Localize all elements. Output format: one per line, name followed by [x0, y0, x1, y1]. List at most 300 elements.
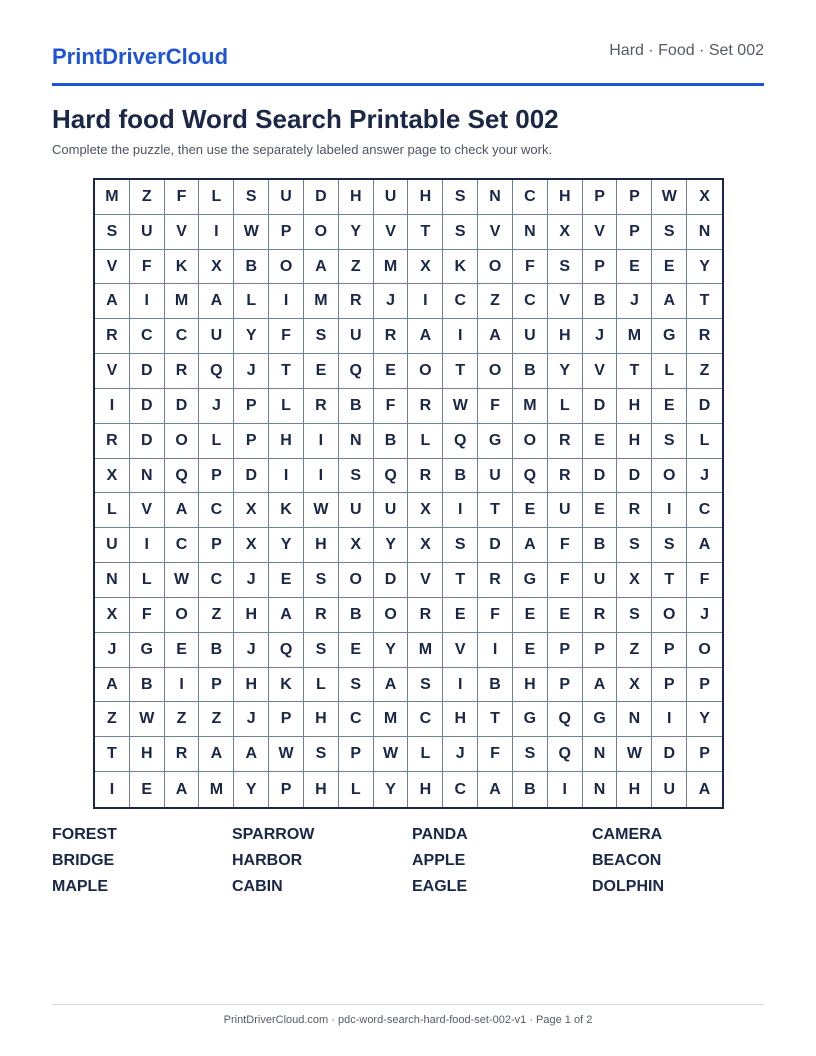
- grid-cell[interactable]: H: [443, 702, 478, 737]
- grid-cell[interactable]: J: [443, 737, 478, 772]
- grid-cell[interactable]: K: [269, 668, 304, 703]
- grid-cell[interactable]: S: [304, 563, 339, 598]
- grid-cell[interactable]: F: [548, 563, 583, 598]
- grid-cell[interactable]: I: [548, 772, 583, 807]
- grid-cell[interactable]: E: [165, 633, 200, 668]
- grid-cell[interactable]: V: [374, 215, 409, 250]
- grid-cell[interactable]: C: [513, 180, 548, 215]
- grid-cell[interactable]: R: [339, 284, 374, 319]
- grid-cell[interactable]: S: [513, 737, 548, 772]
- grid-cell[interactable]: W: [617, 737, 652, 772]
- grid-cell[interactable]: C: [165, 528, 200, 563]
- grid-cell[interactable]: A: [478, 319, 513, 354]
- grid-cell[interactable]: R: [165, 354, 200, 389]
- grid-cell[interactable]: N: [513, 215, 548, 250]
- grid-cell[interactable]: S: [304, 737, 339, 772]
- grid-cell[interactable]: R: [408, 389, 443, 424]
- grid-cell[interactable]: O: [652, 459, 687, 494]
- grid-cell[interactable]: U: [374, 493, 409, 528]
- grid-cell[interactable]: H: [304, 528, 339, 563]
- grid-cell[interactable]: L: [234, 284, 269, 319]
- grid-cell[interactable]: H: [513, 668, 548, 703]
- grid-cell[interactable]: L: [304, 668, 339, 703]
- grid-cell[interactable]: D: [617, 459, 652, 494]
- grid-cell[interactable]: Z: [617, 633, 652, 668]
- grid-cell[interactable]: V: [165, 215, 200, 250]
- grid-cell[interactable]: R: [687, 319, 722, 354]
- grid-cell[interactable]: N: [583, 737, 618, 772]
- grid-cell[interactable]: N: [95, 563, 130, 598]
- grid-cell[interactable]: R: [583, 598, 618, 633]
- grid-cell[interactable]: I: [652, 493, 687, 528]
- grid-cell[interactable]: T: [617, 354, 652, 389]
- grid-cell[interactable]: G: [513, 563, 548, 598]
- grid-cell[interactable]: T: [652, 563, 687, 598]
- grid-cell[interactable]: L: [408, 737, 443, 772]
- grid-cell[interactable]: I: [408, 284, 443, 319]
- grid-cell[interactable]: E: [583, 493, 618, 528]
- grid-cell[interactable]: Y: [234, 772, 269, 807]
- grid-cell[interactable]: D: [130, 424, 165, 459]
- grid-cell[interactable]: L: [339, 772, 374, 807]
- grid-cell[interactable]: K: [269, 493, 304, 528]
- grid-cell[interactable]: X: [408, 493, 443, 528]
- grid-cell[interactable]: L: [199, 180, 234, 215]
- grid-cell[interactable]: A: [304, 250, 339, 285]
- grid-cell[interactable]: V: [478, 215, 513, 250]
- grid-cell[interactable]: I: [443, 668, 478, 703]
- grid-cell[interactable]: D: [234, 459, 269, 494]
- grid-cell[interactable]: A: [652, 284, 687, 319]
- grid-cell[interactable]: B: [513, 772, 548, 807]
- grid-cell[interactable]: V: [95, 250, 130, 285]
- grid-cell[interactable]: T: [478, 493, 513, 528]
- grid-cell[interactable]: F: [478, 737, 513, 772]
- grid-cell[interactable]: W: [652, 180, 687, 215]
- grid-cell[interactable]: B: [443, 459, 478, 494]
- grid-cell[interactable]: F: [130, 250, 165, 285]
- grid-cell[interactable]: P: [199, 459, 234, 494]
- grid-cell[interactable]: L: [548, 389, 583, 424]
- grid-cell[interactable]: L: [408, 424, 443, 459]
- grid-cell[interactable]: A: [199, 737, 234, 772]
- grid-cell[interactable]: H: [617, 424, 652, 459]
- grid-cell[interactable]: O: [165, 424, 200, 459]
- grid-cell[interactable]: E: [513, 633, 548, 668]
- grid-cell[interactable]: I: [304, 459, 339, 494]
- grid-cell[interactable]: C: [199, 493, 234, 528]
- grid-cell[interactable]: Z: [199, 702, 234, 737]
- grid-cell[interactable]: B: [513, 354, 548, 389]
- grid-cell[interactable]: G: [513, 702, 548, 737]
- grid-cell[interactable]: P: [652, 668, 687, 703]
- grid-cell[interactable]: P: [339, 737, 374, 772]
- grid-cell[interactable]: T: [687, 284, 722, 319]
- grid-cell[interactable]: X: [687, 180, 722, 215]
- grid-cell[interactable]: W: [234, 215, 269, 250]
- grid-cell[interactable]: W: [165, 563, 200, 598]
- grid-cell[interactable]: Y: [548, 354, 583, 389]
- grid-cell[interactable]: S: [304, 319, 339, 354]
- grid-cell[interactable]: S: [443, 528, 478, 563]
- grid-cell[interactable]: E: [583, 424, 618, 459]
- grid-cell[interactable]: L: [199, 424, 234, 459]
- grid-cell[interactable]: L: [130, 563, 165, 598]
- grid-cell[interactable]: J: [234, 702, 269, 737]
- grid-cell[interactable]: U: [95, 528, 130, 563]
- grid-cell[interactable]: M: [304, 284, 339, 319]
- grid-cell[interactable]: P: [269, 702, 304, 737]
- grid-cell[interactable]: Z: [165, 702, 200, 737]
- grid-cell[interactable]: D: [130, 389, 165, 424]
- grid-cell[interactable]: C: [339, 702, 374, 737]
- grid-cell[interactable]: O: [408, 354, 443, 389]
- grid-cell[interactable]: P: [617, 215, 652, 250]
- grid-cell[interactable]: P: [199, 528, 234, 563]
- grid-cell[interactable]: C: [165, 319, 200, 354]
- grid-cell[interactable]: M: [408, 633, 443, 668]
- grid-cell[interactable]: M: [165, 284, 200, 319]
- grid-cell[interactable]: L: [687, 424, 722, 459]
- grid-cell[interactable]: S: [617, 598, 652, 633]
- grid-cell[interactable]: P: [687, 737, 722, 772]
- grid-cell[interactable]: F: [548, 528, 583, 563]
- grid-cell[interactable]: X: [339, 528, 374, 563]
- grid-cell[interactable]: A: [478, 772, 513, 807]
- grid-cell[interactable]: H: [408, 180, 443, 215]
- grid-cell[interactable]: J: [374, 284, 409, 319]
- grid-cell[interactable]: Q: [199, 354, 234, 389]
- grid-cell[interactable]: R: [304, 389, 339, 424]
- grid-cell[interactable]: U: [478, 459, 513, 494]
- grid-cell[interactable]: S: [339, 459, 374, 494]
- grid-cell[interactable]: H: [304, 702, 339, 737]
- grid-cell[interactable]: E: [513, 493, 548, 528]
- grid-cell[interactable]: D: [478, 528, 513, 563]
- grid-cell[interactable]: P: [583, 180, 618, 215]
- grid-cell[interactable]: U: [652, 772, 687, 807]
- grid-cell[interactable]: C: [408, 702, 443, 737]
- grid-cell[interactable]: B: [130, 668, 165, 703]
- grid-cell[interactable]: R: [408, 598, 443, 633]
- grid-cell[interactable]: D: [374, 563, 409, 598]
- grid-cell[interactable]: A: [199, 284, 234, 319]
- grid-cell[interactable]: A: [698, 780, 711, 798]
- grid-cell[interactable]: R: [408, 459, 443, 494]
- grid-cell[interactable]: I: [199, 215, 234, 250]
- grid-cell[interactable]: P: [583, 633, 618, 668]
- grid-cell[interactable]: C: [443, 284, 478, 319]
- grid-cell[interactable]: R: [304, 598, 339, 633]
- grid-cell[interactable]: V: [95, 354, 130, 389]
- grid-cell[interactable]: H: [617, 772, 652, 807]
- grid-cell[interactable]: V: [548, 284, 583, 319]
- grid-cell[interactable]: R: [374, 319, 409, 354]
- grid-cell[interactable]: L: [652, 354, 687, 389]
- grid-cell[interactable]: X: [408, 250, 443, 285]
- grid-cell[interactable]: M: [199, 772, 234, 807]
- grid-cell[interactable]: N: [339, 424, 374, 459]
- grid-cell[interactable]: C: [687, 493, 722, 528]
- grid-cell[interactable]: Q: [374, 459, 409, 494]
- grid-cell[interactable]: S: [652, 215, 687, 250]
- grid-cell[interactable]: O: [687, 633, 722, 668]
- grid-cell[interactable]: F: [478, 389, 513, 424]
- grid-cell[interactable]: V: [130, 493, 165, 528]
- grid-cell[interactable]: Z: [687, 354, 722, 389]
- grid-cell[interactable]: S: [652, 528, 687, 563]
- grid-cell[interactable]: X: [95, 598, 130, 633]
- grid-cell[interactable]: Z: [478, 284, 513, 319]
- grid-cell[interactable]: O: [478, 250, 513, 285]
- grid-cell[interactable]: I: [443, 319, 478, 354]
- grid-cell[interactable]: X: [548, 215, 583, 250]
- grid-cell[interactable]: K: [165, 250, 200, 285]
- grid-cell[interactable]: I: [304, 424, 339, 459]
- grid-cell[interactable]: D: [583, 459, 618, 494]
- grid-cell[interactable]: I: [652, 702, 687, 737]
- grid-cell[interactable]: M: [617, 319, 652, 354]
- grid-cell[interactable]: N: [687, 215, 722, 250]
- grid-cell[interactable]: Q: [548, 737, 583, 772]
- grid-cell[interactable]: H: [548, 319, 583, 354]
- grid-cell[interactable]: B: [583, 284, 618, 319]
- grid-cell[interactable]: U: [339, 493, 374, 528]
- grid-cell[interactable]: D: [130, 354, 165, 389]
- grid-cell[interactable]: I: [95, 389, 130, 424]
- grid-cell[interactable]: J: [95, 633, 130, 668]
- grid-cell[interactable]: A: [408, 319, 443, 354]
- grid-cell[interactable]: F: [687, 563, 722, 598]
- grid-cell[interactable]: H: [617, 389, 652, 424]
- grid-cell[interactable]: E: [130, 772, 165, 807]
- grid-cell[interactable]: V: [408, 563, 443, 598]
- grid-cell[interactable]: B: [374, 424, 409, 459]
- grid-cell[interactable]: G: [130, 633, 165, 668]
- grid-cell[interactable]: B: [339, 598, 374, 633]
- grid-cell[interactable]: E: [652, 250, 687, 285]
- grid-cell[interactable]: J: [234, 563, 269, 598]
- grid-cell[interactable]: I: [130, 284, 165, 319]
- grid-cell[interactable]: E: [304, 354, 339, 389]
- grid-cell[interactable]: T: [408, 215, 443, 250]
- grid-cell[interactable]: Y: [374, 528, 409, 563]
- grid-cell[interactable]: I: [95, 772, 130, 807]
- grid-cell[interactable]: A: [374, 668, 409, 703]
- grid-cell[interactable]: E: [513, 598, 548, 633]
- grid-cell[interactable]: P: [617, 180, 652, 215]
- grid-cell[interactable]: A: [687, 528, 722, 563]
- grid-cell[interactable]: O: [478, 354, 513, 389]
- grid-cell[interactable]: Z: [130, 180, 165, 215]
- grid-cell[interactable]: J: [687, 459, 722, 494]
- grid-cell[interactable]: F: [165, 180, 200, 215]
- grid-cell[interactable]: Y: [374, 633, 409, 668]
- grid-cell[interactable]: S: [443, 180, 478, 215]
- grid-cell[interactable]: S: [304, 633, 339, 668]
- grid-cell[interactable]: O: [374, 598, 409, 633]
- grid-cell[interactable]: S: [408, 668, 443, 703]
- grid-cell[interactable]: T: [269, 354, 304, 389]
- grid-cell[interactable]: E: [443, 598, 478, 633]
- grid-cell[interactable]: N: [478, 180, 513, 215]
- grid-cell[interactable]: X: [234, 493, 269, 528]
- grid-cell[interactable]: E: [339, 633, 374, 668]
- grid-cell[interactable]: H: [234, 668, 269, 703]
- grid-cell[interactable]: V: [583, 215, 618, 250]
- grid-cell[interactable]: F: [130, 598, 165, 633]
- grid-cell[interactable]: Y: [269, 528, 304, 563]
- grid-cell[interactable]: A: [583, 668, 618, 703]
- grid-cell[interactable]: Q: [443, 424, 478, 459]
- grid-cell[interactable]: X: [199, 250, 234, 285]
- grid-cell[interactable]: G: [652, 319, 687, 354]
- grid-cell[interactable]: O: [513, 424, 548, 459]
- grid-cell[interactable]: R: [617, 493, 652, 528]
- grid-cell[interactable]: Z: [95, 702, 130, 737]
- grid-cell[interactable]: K: [443, 250, 478, 285]
- grid-cell[interactable]: R: [95, 424, 130, 459]
- grid-cell[interactable]: P: [583, 250, 618, 285]
- grid-cell[interactable]: R: [165, 737, 200, 772]
- grid-cell[interactable]: X: [408, 528, 443, 563]
- grid-cell[interactable]: N: [617, 702, 652, 737]
- grid-cell[interactable]: P: [234, 424, 269, 459]
- grid-cell[interactable]: P: [548, 668, 583, 703]
- grid-cell[interactable]: N: [583, 772, 618, 807]
- grid-cell[interactable]: H: [130, 737, 165, 772]
- grid-cell[interactable]: J: [583, 319, 618, 354]
- grid-cell[interactable]: G: [583, 702, 618, 737]
- grid-cell[interactable]: E: [269, 563, 304, 598]
- grid-cell[interactable]: X: [95, 459, 130, 494]
- grid-cell[interactable]: P: [652, 633, 687, 668]
- grid-cell[interactable]: S: [443, 215, 478, 250]
- grid-cell[interactable]: F: [374, 389, 409, 424]
- grid-cell[interactable]: I: [130, 528, 165, 563]
- grid-cell[interactable]: N: [130, 459, 165, 494]
- grid-cell[interactable]: O: [165, 598, 200, 633]
- grid-cell[interactable]: B: [234, 250, 269, 285]
- grid-cell[interactable]: A: [95, 668, 130, 703]
- grid-cell[interactable]: W: [269, 737, 304, 772]
- grid-cell[interactable]: T: [95, 737, 130, 772]
- grid-cell[interactable]: E: [374, 354, 409, 389]
- grid-cell[interactable]: S: [339, 668, 374, 703]
- grid-cell[interactable]: R: [548, 459, 583, 494]
- grid-cell[interactable]: Q: [165, 459, 200, 494]
- grid-cell[interactable]: D: [304, 180, 339, 215]
- grid-cell[interactable]: D: [652, 737, 687, 772]
- grid-cell[interactable]: A: [234, 737, 269, 772]
- grid-cell[interactable]: H: [304, 772, 339, 807]
- grid-cell[interactable]: U: [269, 180, 304, 215]
- grid-cell[interactable]: Q: [269, 633, 304, 668]
- grid-cell[interactable]: E: [617, 250, 652, 285]
- grid-cell[interactable]: R: [548, 424, 583, 459]
- grid-cell[interactable]: U: [130, 215, 165, 250]
- grid-cell[interactable]: Q: [548, 702, 583, 737]
- grid-cell[interactable]: U: [374, 180, 409, 215]
- grid-cell[interactable]: F: [269, 319, 304, 354]
- grid-cell[interactable]: X: [617, 563, 652, 598]
- grid-cell[interactable]: Q: [339, 354, 374, 389]
- grid-cell[interactable]: C: [443, 772, 478, 807]
- grid-cell[interactable]: S: [652, 424, 687, 459]
- grid-cell[interactable]: B: [339, 389, 374, 424]
- grid-cell[interactable]: I: [443, 493, 478, 528]
- grid-cell[interactable]: I: [478, 633, 513, 668]
- grid-cell[interactable]: H: [408, 772, 443, 807]
- grid-cell[interactable]: W: [304, 493, 339, 528]
- grid-cell[interactable]: O: [652, 598, 687, 633]
- grid-cell[interactable]: U: [199, 319, 234, 354]
- grid-cell[interactable]: Z: [199, 598, 234, 633]
- grid-cell[interactable]: J: [199, 389, 234, 424]
- grid-cell[interactable]: J: [687, 598, 722, 633]
- grid-cell[interactable]: J: [234, 633, 269, 668]
- grid-cell[interactable]: P: [269, 772, 304, 807]
- grid-cell[interactable]: E: [652, 389, 687, 424]
- grid-cell[interactable]: Y: [687, 702, 722, 737]
- grid-cell[interactable]: P: [687, 668, 722, 703]
- brand-logo[interactable]: PrintDriverCloud: [52, 44, 229, 69]
- grid-cell[interactable]: D: [583, 389, 618, 424]
- grid-cell[interactable]: I: [165, 668, 200, 703]
- grid-cell[interactable]: H: [548, 180, 583, 215]
- grid-cell[interactable]: U: [513, 319, 548, 354]
- grid-cell[interactable]: O: [304, 215, 339, 250]
- grid-cell[interactable]: B: [478, 668, 513, 703]
- grid-cell[interactable]: A: [165, 772, 200, 807]
- grid-cell[interactable]: C: [199, 563, 234, 598]
- grid-cell[interactable]: Q: [513, 459, 548, 494]
- grid-cell[interactable]: T: [443, 354, 478, 389]
- grid-cell[interactable]: D: [165, 389, 200, 424]
- grid-cell[interactable]: W: [443, 389, 478, 424]
- grid-cell[interactable]: W: [130, 702, 165, 737]
- grid-cell[interactable]: P: [269, 215, 304, 250]
- grid-cell[interactable]: I: [269, 284, 304, 319]
- grid-cell[interactable]: P: [234, 389, 269, 424]
- grid-cell[interactable]: F: [478, 598, 513, 633]
- grid-cell[interactable]: P: [548, 633, 583, 668]
- grid-cell[interactable]: S: [617, 528, 652, 563]
- grid-cell[interactable]: M: [95, 180, 130, 215]
- grid-cell[interactable]: S: [95, 215, 130, 250]
- grid-cell[interactable]: Y: [234, 319, 269, 354]
- grid-cell[interactable]: T: [443, 563, 478, 598]
- grid-cell[interactable]: J: [234, 354, 269, 389]
- grid-cell[interactable]: M: [513, 389, 548, 424]
- grid-cell[interactable]: U: [583, 563, 618, 598]
- grid-cell[interactable]: G: [478, 424, 513, 459]
- grid-cell[interactable]: L: [95, 493, 130, 528]
- grid-cell[interactable]: L: [269, 389, 304, 424]
- grid-cell[interactable]: V: [583, 354, 618, 389]
- grid-cell[interactable]: F: [513, 250, 548, 285]
- grid-cell[interactable]: H: [339, 180, 374, 215]
- grid-cell[interactable]: H: [234, 598, 269, 633]
- grid-cell[interactable]: X: [617, 668, 652, 703]
- grid-cell[interactable]: Y: [339, 215, 374, 250]
- grid-cell[interactable]: O: [269, 250, 304, 285]
- grid-cell[interactable]: Y: [374, 772, 409, 807]
- grid-cell[interactable]: V: [443, 633, 478, 668]
- grid-cell[interactable]: S: [234, 180, 269, 215]
- grid-cell[interactable]: T: [478, 702, 513, 737]
- grid-cell[interactable]: A: [165, 493, 200, 528]
